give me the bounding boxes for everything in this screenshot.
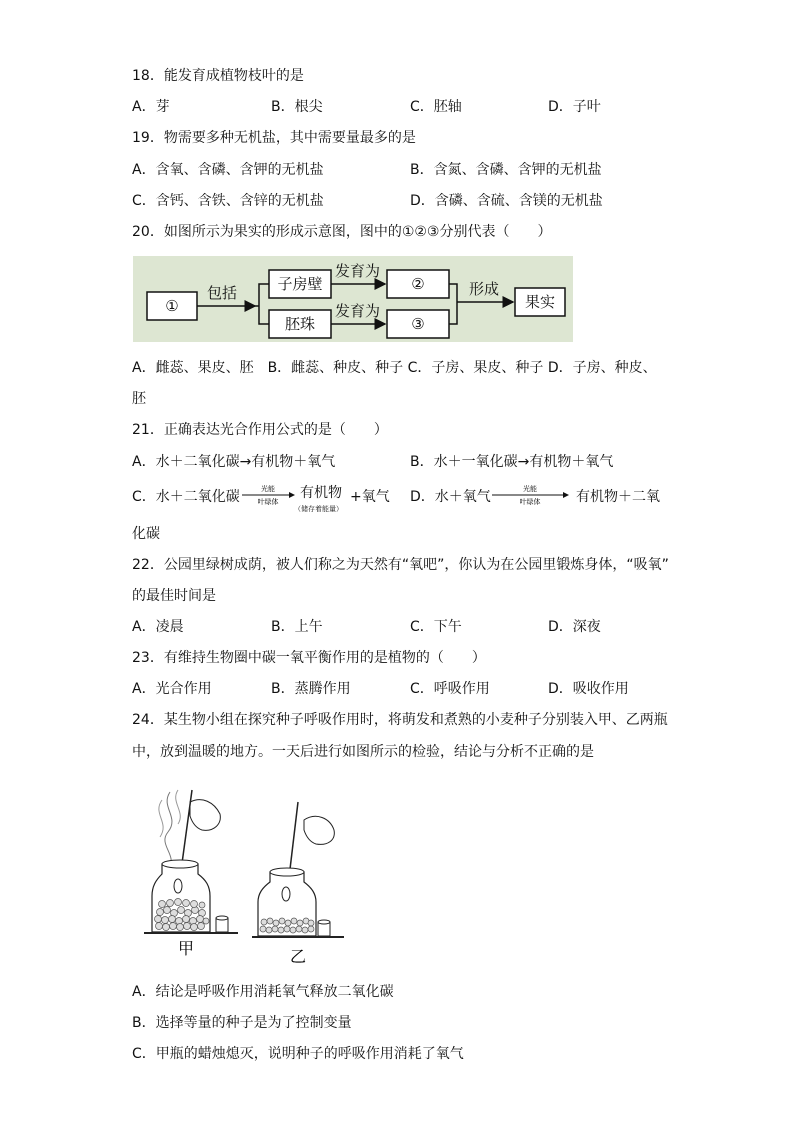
q18-option-b[interactable]: B．根尖 (271, 99, 323, 115)
q22-option-c[interactable]: C．下午 (410, 619, 462, 635)
q19-option-a[interactable]: A．含氧、含磷、含钾的无机盐 (132, 162, 324, 178)
diagram-develop-label-1: 发育为 (335, 262, 381, 280)
label-yi: 乙 (290, 947, 307, 966)
q20-stem: 20．如图所示为果实的形成示意图，图中的①②③分别代表（ ） (132, 224, 552, 240)
q21-option-c[interactable] (132, 487, 392, 517)
q24-stem-continued: 中，放到温暖的地方。一天后进行如图所示的检验，结论与分析不正确的是 (132, 744, 594, 760)
q22-stem: 22．公园里绿树成荫，被人们称之为天然有“氧吧”，你认为在公园里锻炼身体，“吸氧” (132, 557, 669, 573)
q23-option-d[interactable]: D．吸收作用 (548, 681, 629, 697)
seed-jars-illustration (140, 782, 380, 972)
q21-option-c-arrow-top: 光能 (261, 485, 275, 493)
label-jia: 甲 (178, 939, 195, 958)
q21-option-d-continued: 化碳 (132, 526, 160, 542)
diagram-form-label: 形成 (469, 280, 500, 298)
q19-option-b[interactable]: B．含氮、含磷、含钾的无机盐 (410, 162, 602, 178)
q22-option-d[interactable]: D．深夜 (548, 619, 601, 635)
diagram-ovule-label: 胚珠 (284, 315, 316, 333)
q19-stem: 19．物需要多种无机盐，其中需要量最多的是 (132, 130, 416, 146)
q21-option-c-reactants: C．水＋二氧化碳 (132, 489, 240, 505)
q24-option-b[interactable]: B．选择等量的种子是为了控制变量 (132, 1015, 352, 1031)
q22-option-b[interactable]: B．上午 (271, 619, 323, 635)
q21-option-d-arrow-top: 光能 (523, 485, 537, 493)
q18-option-c[interactable]: C．胚轴 (410, 99, 462, 115)
q18-option-d[interactable]: D．子叶 (548, 99, 601, 115)
right-hand-icon (304, 816, 334, 844)
q21-option-c-product: 有机物 (300, 485, 342, 501)
diagram-develop-label-2: 发育为 (335, 302, 381, 320)
q21-option-d-arrow-bottom: 叶绿体 (519, 498, 541, 506)
diagram-box-2-label: ② (411, 275, 425, 293)
q21-option-d-reactants: D．水＋氧气 (410, 489, 491, 505)
q21-option-a[interactable]: A．水＋二氧化碳→有机物＋氧气 (132, 454, 336, 470)
q21-option-d[interactable] (410, 487, 670, 517)
diagram-ovary-wall-label: 子房壁 (277, 275, 323, 293)
q21-option-c-oxygen: +氧气 (350, 489, 390, 505)
q21-option-c-arrow (240, 482, 298, 508)
q21-option-c-arrow-bottom: 叶绿体 (257, 498, 279, 506)
q20-options-continued: 胚 (132, 391, 146, 407)
q21-option-d-arrow (490, 482, 572, 508)
q21-option-d-products: 有机物＋二氧 (576, 489, 660, 505)
q19-option-d[interactable]: D．含磷、含硫、含镁的无机盐 (410, 193, 603, 209)
q23-option-c[interactable]: C．呼吸作用 (410, 681, 490, 697)
q24-option-c[interactable]: C．甲瓶的蜡烛熄灭，说明种子的呼吸作用消耗了氧气 (132, 1046, 464, 1062)
q23-stem: 23．有维持生物圈中碳一氧平衡作用的是植物的（ ） (132, 650, 486, 666)
diagram-box-1-label: ① (165, 297, 179, 315)
q19-option-c[interactable]: C．含钙、含铁、含锌的无机盐 (132, 193, 324, 209)
diagram-fruit-label: 果实 (524, 293, 556, 311)
fruit-formation-diagram (133, 256, 573, 342)
diagram-include-label: 包括 (207, 284, 238, 302)
q18-stem: 18．能发育成植物枝叶的是 (132, 68, 304, 84)
q24-stem: 24．某生物小组在探究种子呼吸作用时，将萌发和煮熟的小麦种子分别装入甲、乙两瓶 (132, 712, 668, 728)
q22-option-a[interactable]: A．凌晨 (132, 619, 184, 635)
diagram-box-3-label: ③ (411, 315, 425, 333)
q20-options[interactable]: A．雌蕊、果皮、胚 B．雌蕊、种皮、种子 C．子房、果皮、种子 D．子房、种皮、 (132, 360, 657, 376)
q21-option-c-note: （储存着能量） (294, 505, 343, 513)
q23-option-b[interactable]: B．蒸腾作用 (271, 681, 351, 697)
left-hand-icon (190, 800, 220, 831)
q22-stem-continued: 的最佳时间是 (132, 588, 216, 604)
q24-option-a[interactable]: A．结论是呼吸作用消耗氧气释放二氧化碳 (132, 984, 394, 1000)
q21-stem: 21．正确表达光合作用公式的是（ ） (132, 422, 388, 438)
q21-option-b[interactable]: B．水＋一氧化碳→有机物＋氧气 (410, 454, 614, 470)
q23-option-a[interactable]: A．光合作用 (132, 681, 212, 697)
q18-option-a[interactable]: A．芽 (132, 99, 170, 115)
